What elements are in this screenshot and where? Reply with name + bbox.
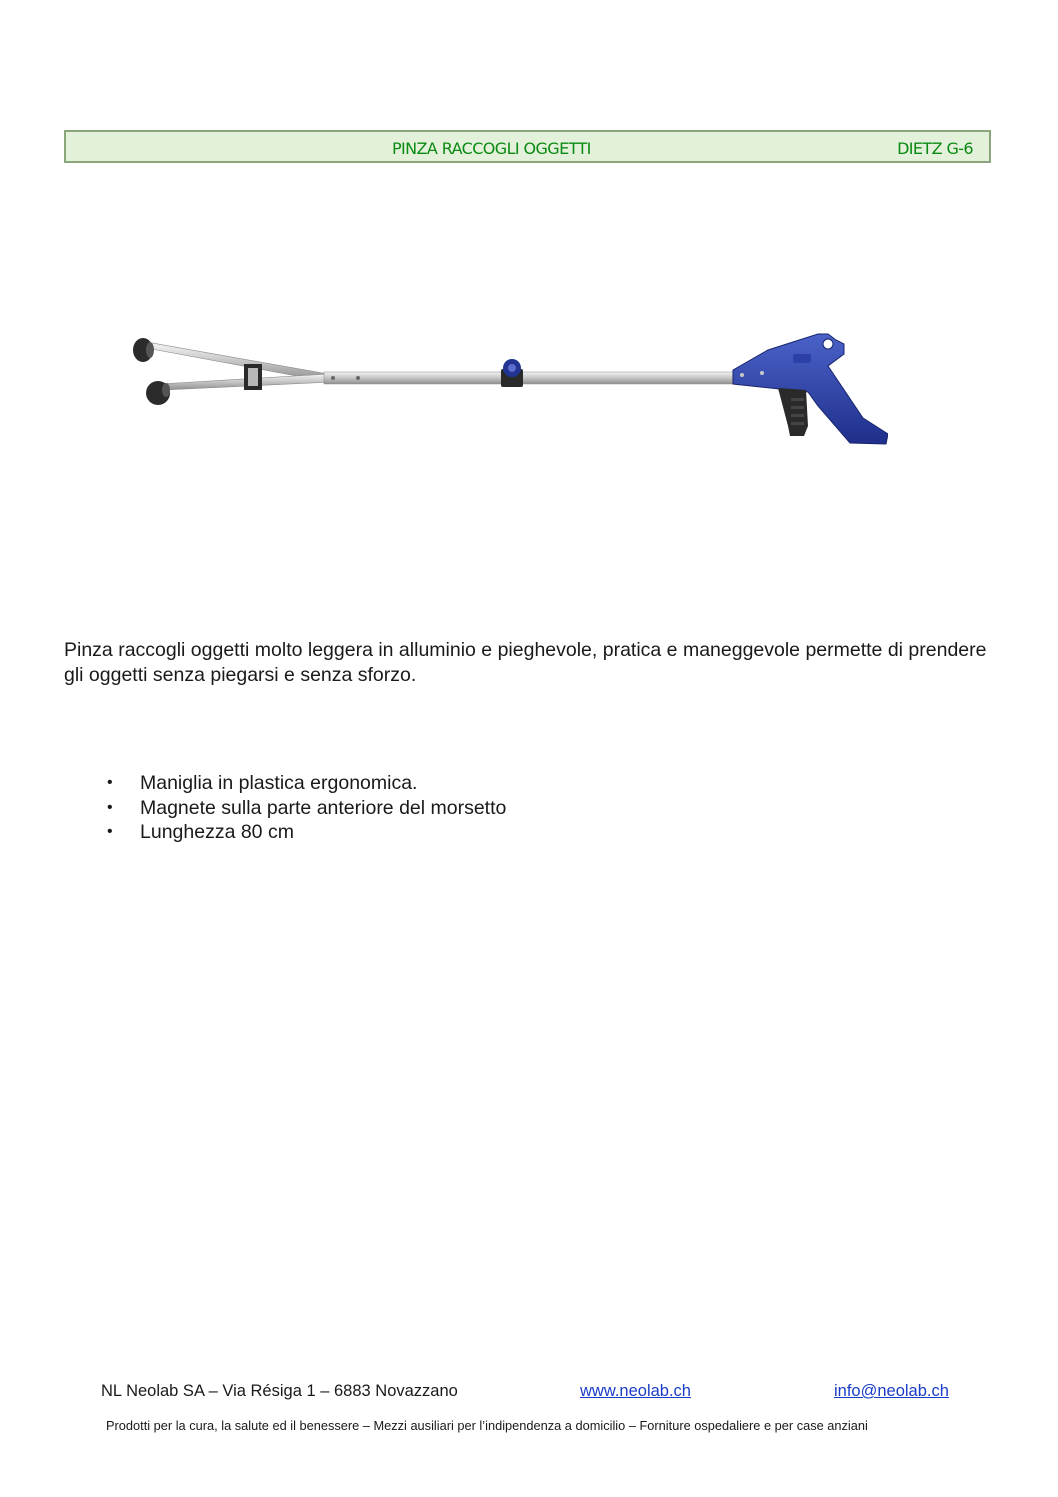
website-link[interactable]: www.neolab.ch	[580, 1382, 691, 1400]
bullet-icon: •	[107, 798, 113, 816]
bullet-icon: •	[107, 774, 113, 791]
product-description: Pinza raccogli oggetti molto leggera in alluminio e pieghevole, pratica e maneggevole permette di prendere gli oggetti senza piegarsi e senza sforzo.	[64, 639, 987, 686]
title-banner	[64, 130, 991, 163]
list-item	[104, 771, 506, 796]
feature-text: Lunghezza 80 cm	[140, 821, 294, 843]
list-item	[104, 796, 506, 821]
document-title: PINZA RACCOGLI OGGETTI	[392, 139, 591, 158]
list-item	[104, 820, 506, 845]
main-shaft	[324, 372, 748, 384]
handle-body	[733, 334, 888, 444]
footer-tagline: Prodotti per la cura, la salute ed il benessere – Mezzi ausiliari per l’indipendenza a domicilio – Forniture ospedaliere e per case anziani	[106, 1418, 868, 1433]
feature-text: Maniglia in plastica ergonomica.	[140, 772, 418, 794]
feature-list	[104, 771, 506, 845]
product-code: DIETZ G-6	[897, 139, 973, 158]
trigger-grip	[778, 388, 808, 436]
company-address: NL Neolab SA – Via Résiga 1 – 6883 Novazzano	[101, 1382, 458, 1400]
feature-text: Magnete sulla parte anteriore del morsetto	[140, 796, 507, 819]
upper-jaw-arm	[146, 343, 328, 381]
bullet-icon: •	[107, 823, 113, 840]
email-link[interactable]: info@neolab.ch	[834, 1382, 949, 1400]
product-image-reacher	[128, 326, 888, 446]
